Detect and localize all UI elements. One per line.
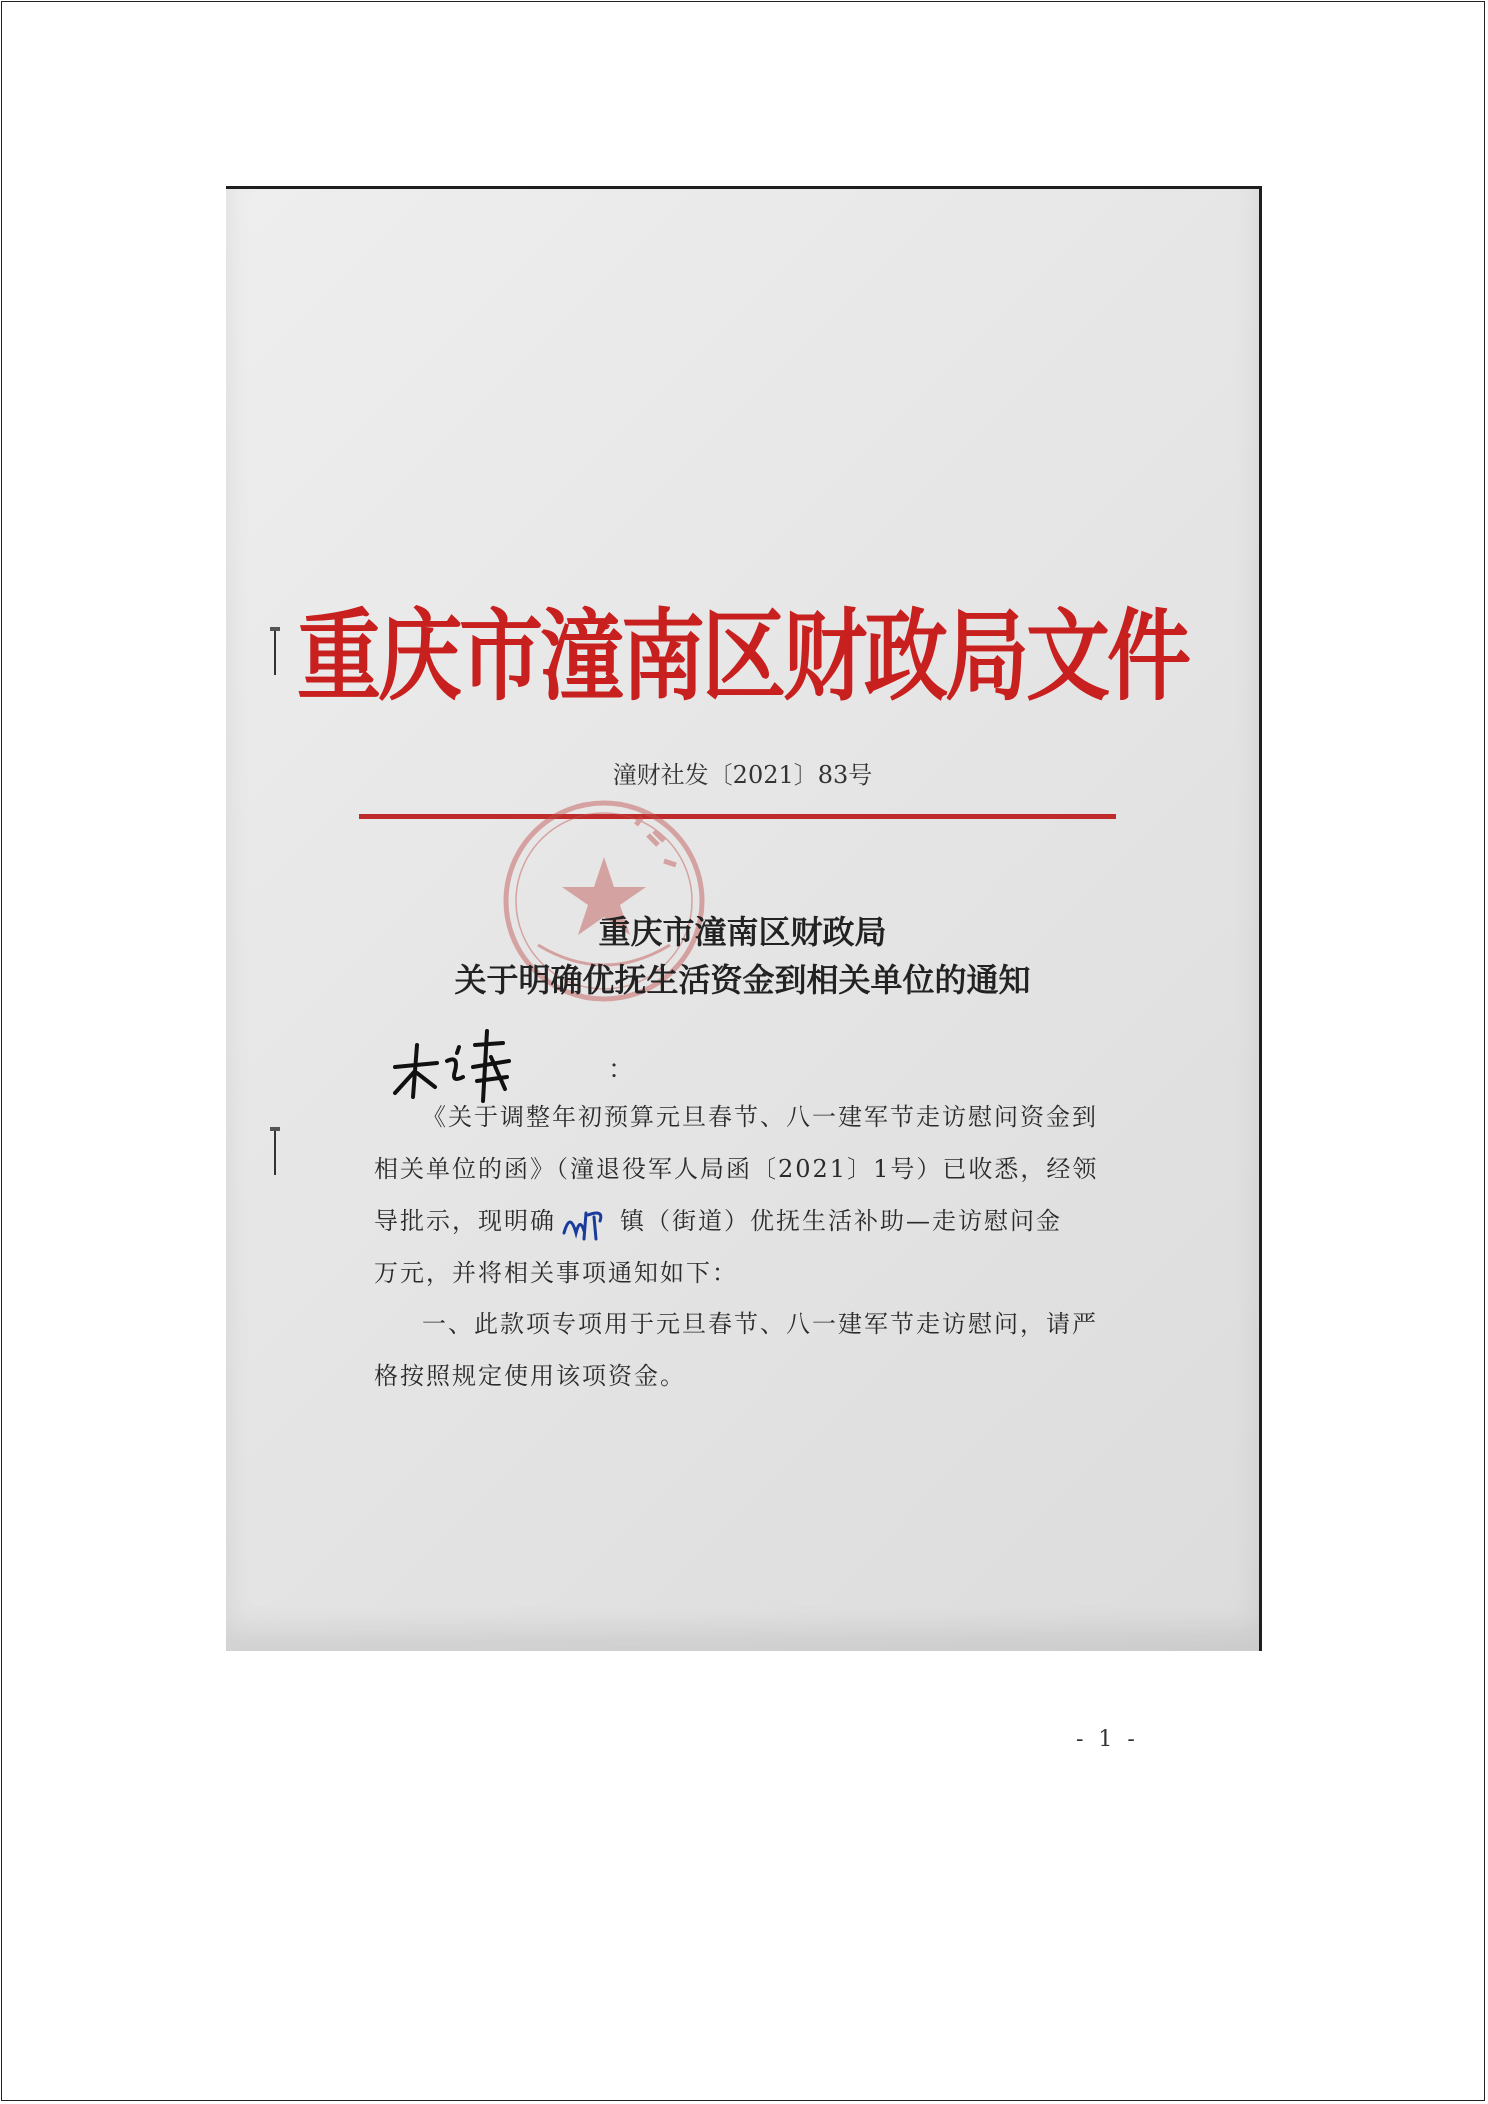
masthead-title: 重庆市潼南区财政局文件: [296, 598, 1188, 714]
staple-mark: [274, 1131, 276, 1175]
red-divider: [359, 814, 1116, 819]
body-paragraph-2: [374, 1298, 1134, 1402]
notice-title-line1: 重庆市潼南区财政局: [598, 913, 887, 951]
document-number: 潼财社发〔2021〕83号: [612, 761, 873, 789]
page-number: - 1 -: [1076, 1727, 1139, 1752]
body-line: 万元，并将相关事项通知如下：: [374, 1259, 738, 1287]
notice-title-line2: 关于明确优抚生活资金到相关单位的通知: [454, 961, 1031, 999]
body-line: 相关单位的函》（潼退役军人局函〔2021〕1号）已收悉，经领: [374, 1155, 1099, 1183]
staple-mark: [270, 1127, 280, 1131]
body-line: 一、此款项专项用于元旦春节、八一建军节走访慰问，请严: [422, 1310, 1098, 1338]
document-sheet: [226, 186, 1262, 1752]
body-text: 镇（街道）优抚生活补助—走访慰问金: [620, 1207, 1062, 1235]
body-line: 《关于调整年初预算元旦春节、八一建军节走访慰问资金到: [422, 1103, 1098, 1131]
body-paragraph-1: [374, 1091, 1134, 1299]
handwritten-town-name: [560, 1203, 616, 1243]
body-line: 格按照规定使用该项资金。: [374, 1362, 686, 1390]
body-line: [374, 1195, 1134, 1247]
recipient-colon: ：: [608, 1055, 635, 1085]
body-text: 导批示，现明确: [374, 1207, 556, 1235]
